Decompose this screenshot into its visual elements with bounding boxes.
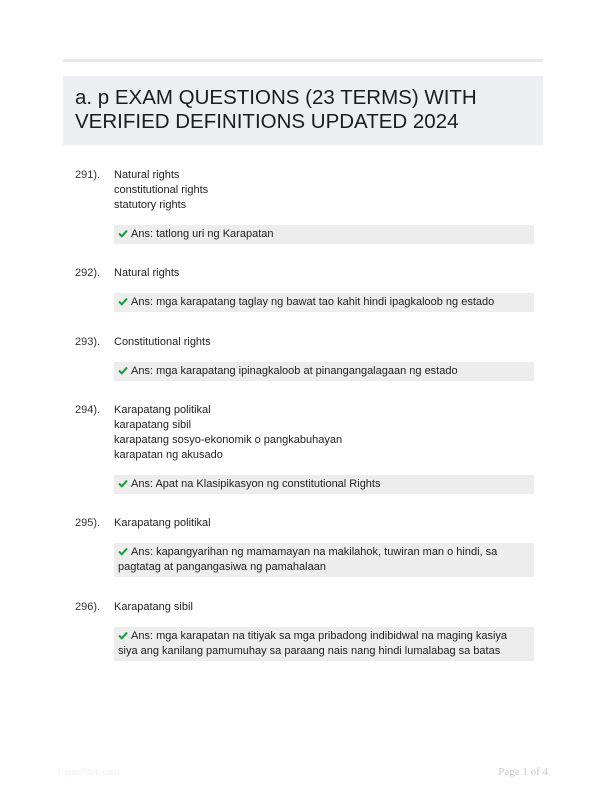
footer-watermark: PaperStoc.com: [58, 767, 120, 777]
question-number: 293).: [75, 336, 101, 348]
answer-text: Ans: kapangyarihan ng mamamayan na makilahok, tuwiran man o hindi, sa pagtatag at pangangasiwa ng pamahalaan: [118, 546, 498, 573]
answer-box: [114, 362, 534, 381]
answer-box: [114, 475, 534, 494]
check-icon: [118, 479, 128, 488]
answer-text: Ans: mga karapatang taglay ng bawat tao kahit hindi ipagkaloob ng estado: [131, 296, 495, 308]
check-icon: [118, 547, 128, 556]
question-term: karapatan ng akusado: [114, 449, 223, 461]
check-icon: [118, 229, 128, 238]
answer-box: [114, 627, 534, 661]
question-number: 291).: [75, 169, 101, 181]
question-term: constitutional rights: [114, 184, 209, 196]
answer-text: Ans: tatlong uri ng Karapatan: [131, 228, 274, 240]
answer-box: [114, 225, 534, 244]
question-term: Natural rights: [114, 169, 180, 181]
question-item: [63, 335, 543, 381]
question-term: Karapatang politikal: [114, 517, 211, 529]
question-item: [63, 516, 543, 577]
question-term: Karapatang sibil: [114, 601, 193, 613]
question-number: 294).: [75, 404, 101, 416]
top-divider: [63, 59, 543, 62]
question-term: Constitutional rights: [114, 336, 211, 348]
check-icon: [118, 631, 128, 640]
answer-box: [114, 543, 534, 577]
question-term: statutory rights: [114, 199, 187, 211]
question-term: karapatang sosyo-ekonomik o pangkabuhayan: [114, 434, 343, 446]
question-number: 295).: [75, 517, 101, 529]
question-item: [63, 600, 543, 661]
answer-text: Ans: mga karapatan na titiyak sa mga pribadong indibidwal na maging kasiya siya ang kanilang pamumuhay sa paraang nais nang hindi lumalabag sa batas: [118, 630, 508, 657]
question-item: [63, 168, 543, 244]
check-icon: [118, 366, 128, 375]
question-term: karapatang sibil: [114, 419, 192, 431]
question-item: [63, 266, 543, 312]
check-icon: [118, 297, 128, 306]
question-number: 292).: [75, 267, 101, 279]
page-title: a. p EXAM QUESTIONS (23 TERMS) WITH VERIFIED DEFINITIONS UPDATED 2024: [75, 86, 477, 133]
question-term: Karapatang politikal: [114, 404, 211, 416]
question-term: Natural rights: [114, 267, 180, 279]
answer-text: Ans: Apat na Klasipikasyon ng constitutional Rights: [131, 478, 381, 490]
question-number: 296).: [75, 601, 101, 613]
page-number: Page 1 of 4: [498, 766, 548, 778]
title-box: [63, 76, 543, 145]
question-item: [63, 403, 543, 494]
answer-text: Ans: mga karapatang ipinagkaloob at pinangangalagaan ng estado: [131, 365, 458, 377]
answer-box: [114, 293, 534, 312]
